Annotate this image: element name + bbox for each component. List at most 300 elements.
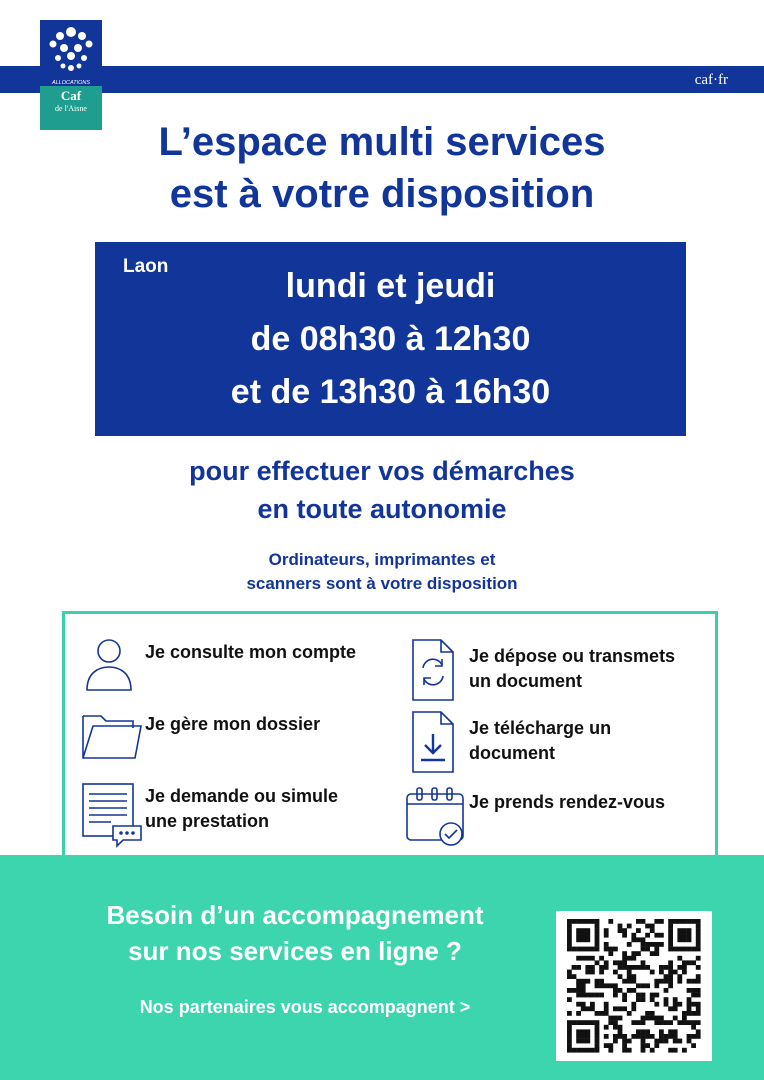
- qr-module: [668, 1020, 673, 1025]
- qr-module: [668, 937, 673, 942]
- qr-module: [618, 960, 623, 965]
- qr-module: [627, 974, 632, 979]
- qr-module: [696, 965, 701, 970]
- qr-code[interactable]: [556, 911, 712, 1061]
- qr-module: [650, 1034, 655, 1039]
- qr-module: [636, 937, 641, 942]
- qr-module: [576, 993, 581, 998]
- qr-module: [668, 1029, 673, 1034]
- qr-module: [595, 933, 600, 938]
- qr-module: [654, 993, 659, 998]
- service-label: Je consulte mon compte: [145, 642, 357, 662]
- devices-note: [0, 548, 764, 596]
- qr-module: [599, 979, 604, 984]
- qr-module: [631, 933, 636, 938]
- qr-module: [641, 1029, 646, 1034]
- qr-module: [613, 1034, 618, 1039]
- qr-module: [687, 1011, 692, 1016]
- qr-module: [645, 1016, 650, 1021]
- qr-module: [585, 928, 590, 933]
- qr-module: [691, 1025, 696, 1030]
- qr-module: [654, 942, 659, 947]
- qr-module: [613, 1006, 618, 1011]
- qr-module: [585, 919, 590, 924]
- qr-module: [590, 919, 595, 924]
- qr-module: [641, 1020, 646, 1025]
- qr-module: [581, 1029, 586, 1034]
- qr-module: [668, 983, 673, 988]
- qr-module: [696, 1002, 701, 1007]
- qr-module: [696, 974, 701, 979]
- devices-line1: Ordinateurs, imprimantes et: [268, 550, 496, 569]
- qr-module: [622, 965, 627, 970]
- qr-module: [641, 1039, 646, 1044]
- qr-module: [682, 933, 687, 938]
- qr-module: [641, 997, 646, 1002]
- form-chat-icon: [79, 778, 145, 838]
- qr-module: [641, 919, 646, 924]
- service-label: Je gère mon dossier: [145, 714, 321, 734]
- qr-module: [622, 979, 627, 984]
- qr-module: [622, 960, 627, 965]
- qr-module: [608, 1048, 613, 1053]
- qr-module: [636, 997, 641, 1002]
- qr-module: [567, 1025, 572, 1030]
- qr-module: [654, 1016, 659, 1021]
- qr-module: [581, 1006, 586, 1011]
- qr-module: [567, 988, 572, 993]
- service-label-line2: une prestation: [145, 811, 270, 831]
- qr-module: [691, 993, 696, 998]
- qr-module: [581, 1039, 586, 1044]
- qr-module: [631, 1002, 636, 1007]
- qr-module: [608, 983, 613, 988]
- qr-module: [636, 965, 641, 970]
- qr-module: [668, 965, 673, 970]
- qr-module: [622, 928, 627, 933]
- qr-module: [567, 919, 572, 924]
- qr-module: [691, 979, 696, 984]
- qr-module: [677, 937, 682, 942]
- qr-module: [627, 988, 632, 993]
- qr-module: [576, 928, 581, 933]
- qr-module: [567, 1020, 572, 1025]
- qr-module: [636, 1034, 641, 1039]
- qr-module: [595, 1029, 600, 1034]
- help-line2: sur nos services en ligne ?: [128, 936, 462, 966]
- qr-module: [673, 997, 678, 1002]
- qr-module: [636, 951, 641, 956]
- qr-module: [668, 947, 673, 952]
- qr-module: [691, 1043, 696, 1048]
- qr-module: [677, 928, 682, 933]
- qr-module: [585, 1029, 590, 1034]
- qr-module: [604, 983, 609, 988]
- qr-module: [595, 983, 600, 988]
- qr-module: [585, 1039, 590, 1044]
- qr-module: [668, 970, 673, 975]
- qr-module: [581, 979, 586, 984]
- service-label: Je télécharge un: [469, 718, 612, 738]
- schedule-afternoon: et de 13h30 à 16h30: [230, 373, 551, 411]
- qr-module: [581, 919, 586, 924]
- service-download-document: [403, 710, 611, 770]
- qr-module: [581, 956, 586, 961]
- qr-module: [604, 947, 609, 952]
- qr-module: [696, 988, 701, 993]
- partners-link[interactable]: Nos partenaires vous accompagnent >: [139, 997, 471, 1017]
- qr-module: [622, 1043, 627, 1048]
- qr-module: [595, 928, 600, 933]
- qr-module: [691, 947, 696, 952]
- qr-module: [599, 1011, 604, 1016]
- qr-module: [641, 993, 646, 998]
- qr-module: [696, 1020, 701, 1025]
- top-banner: [0, 66, 764, 93]
- qr-module: [696, 956, 701, 961]
- qr-module: [696, 1029, 701, 1034]
- title-line1: L’espace multi services: [158, 120, 606, 164]
- qr-module: [691, 1002, 696, 1007]
- qr-module: [608, 1016, 613, 1021]
- document-sync-icon: [403, 638, 469, 698]
- qr-module: [659, 1039, 664, 1044]
- qr-module: [608, 919, 613, 924]
- qr-module: [590, 956, 595, 961]
- qr-module: [677, 956, 682, 961]
- qr-module: [650, 942, 655, 947]
- qr-module: [673, 970, 678, 975]
- service-consult-account: [79, 634, 356, 694]
- qr-module: [627, 1048, 632, 1053]
- qr-module: [668, 1048, 673, 1053]
- qr-module: [691, 988, 696, 993]
- qr-module: [622, 1048, 627, 1053]
- qr-module: [618, 928, 623, 933]
- qr-module: [576, 933, 581, 938]
- user-icon: [79, 634, 145, 694]
- qr-module: [696, 1034, 701, 1039]
- qr-module: [687, 937, 692, 942]
- qr-module: [687, 988, 692, 993]
- qr-module: [595, 1048, 600, 1053]
- qr-module: [654, 919, 659, 924]
- qr-module: [604, 942, 609, 947]
- qr-module: [599, 983, 604, 988]
- qr-module: [654, 1043, 659, 1048]
- qr-module: [590, 1048, 595, 1053]
- qr-module: [627, 979, 632, 984]
- qr-module: [682, 928, 687, 933]
- qr-module: [687, 933, 692, 938]
- qr-module: [572, 1020, 577, 1025]
- qr-module: [650, 993, 655, 998]
- qr-module: [567, 997, 572, 1002]
- help-banner: [0, 855, 764, 1080]
- qr-module: [631, 951, 636, 956]
- qr-module: [659, 933, 664, 938]
- qr-module: [645, 924, 650, 929]
- qr-module: [576, 988, 581, 993]
- qr-module: [641, 947, 646, 952]
- qr-module: [595, 1025, 600, 1030]
- qr-module: [668, 928, 673, 933]
- qr-module: [576, 1002, 581, 1007]
- qr-module: [682, 1016, 687, 1021]
- qr-module: [595, 960, 600, 965]
- qr-module: [599, 970, 604, 975]
- qr-module: [567, 933, 572, 938]
- qr-module: [604, 1011, 609, 1016]
- qr-module: [677, 974, 682, 979]
- qr-module: [618, 1016, 623, 1021]
- qr-module: [673, 1002, 678, 1007]
- qr-module: [696, 993, 701, 998]
- page-title: [0, 116, 764, 220]
- qr-module: [659, 1029, 664, 1034]
- qr-module: [613, 993, 618, 998]
- qr-module: [595, 979, 600, 984]
- service-label-line2: un document: [469, 671, 582, 691]
- qr-module: [650, 997, 655, 1002]
- qr-module: [627, 942, 632, 947]
- qr-module: [631, 1020, 636, 1025]
- qr-module: [585, 1006, 590, 1011]
- qr-module: [668, 979, 673, 984]
- qr-module: [645, 933, 650, 938]
- qr-module: [581, 983, 586, 988]
- qr-module: [645, 942, 650, 947]
- qr-module: [581, 993, 586, 998]
- qr-module: [673, 947, 678, 952]
- qr-module: [636, 919, 641, 924]
- qr-module: [664, 997, 669, 1002]
- qr-module: [673, 1048, 678, 1053]
- qr-module: [576, 919, 581, 924]
- qr-module: [673, 1016, 678, 1021]
- qr-module: [668, 974, 673, 979]
- qr-module: [687, 997, 692, 1002]
- qr-module: [631, 979, 636, 984]
- qr-module: [687, 919, 692, 924]
- qr-module: [664, 1002, 669, 1007]
- qr-module: [585, 947, 590, 952]
- qr-module: [622, 993, 627, 998]
- qr-module: [687, 1034, 692, 1039]
- qr-module: [618, 1029, 623, 1034]
- qr-module: [608, 951, 613, 956]
- qr-module: [691, 1020, 696, 1025]
- qr-module: [590, 1006, 595, 1011]
- logo-name: Caf: [60, 88, 82, 103]
- qr-module: [645, 983, 650, 988]
- qr-module: [576, 979, 581, 984]
- qr-module: [668, 933, 673, 938]
- qr-module: [572, 974, 577, 979]
- qr-module: [659, 965, 664, 970]
- qr-module: [641, 960, 646, 965]
- qr-module: [687, 1039, 692, 1044]
- schedule-morning: de 08h30 à 12h30: [250, 320, 531, 358]
- qr-module: [604, 960, 609, 965]
- qr-module: [696, 924, 701, 929]
- qr-module: [604, 1025, 609, 1030]
- caf-logo: [40, 20, 102, 113]
- qr-module: [599, 965, 604, 970]
- qr-module: [691, 919, 696, 924]
- qr-module: [664, 965, 669, 970]
- qr-module: [572, 965, 577, 970]
- qr-module: [581, 1002, 586, 1007]
- qr-module: [585, 1048, 590, 1053]
- qr-module: [650, 951, 655, 956]
- qr-module: [595, 1034, 600, 1039]
- qr-module: [585, 1020, 590, 1025]
- qr-module: [585, 970, 590, 975]
- qr-module: [687, 979, 692, 984]
- qr-module: [608, 1043, 613, 1048]
- qr-module: [627, 965, 632, 970]
- qr-module: [622, 956, 627, 961]
- qr-module: [613, 983, 618, 988]
- qr-module: [581, 1048, 586, 1053]
- qr-module: [581, 947, 586, 952]
- title-line2: est à votre disposition: [169, 172, 595, 216]
- qr-module: [696, 1011, 701, 1016]
- qr-module: [613, 960, 618, 965]
- qr-module: [664, 979, 669, 984]
- qr-module: [654, 951, 659, 956]
- qr-module: [654, 947, 659, 952]
- qr-module: [613, 1025, 618, 1030]
- family-emblem-icon: [40, 20, 102, 86]
- qr-module: [682, 919, 687, 924]
- qr-module: [677, 965, 682, 970]
- qr-module: [696, 1006, 701, 1011]
- qr-module: [595, 924, 600, 929]
- qr-module: [641, 942, 646, 947]
- qr-module: [659, 919, 664, 924]
- qr-module: [590, 1002, 595, 1007]
- qr-module: [673, 1034, 678, 1039]
- qr-module: [576, 956, 581, 961]
- qr-module: [595, 1020, 600, 1025]
- qr-module: [650, 924, 655, 929]
- qr-module: [608, 947, 613, 952]
- qr-module: [622, 933, 627, 938]
- qr-module: [622, 1034, 627, 1039]
- qr-module: [622, 1039, 627, 1044]
- qr-module: [682, 970, 687, 975]
- qr-module: [595, 942, 600, 947]
- qr-module: [567, 1048, 572, 1053]
- qr-module: [576, 1034, 581, 1039]
- qr-module: [659, 1020, 664, 1025]
- qr-module: [641, 1048, 646, 1053]
- qr-module: [668, 942, 673, 947]
- qr-module: [687, 960, 692, 965]
- qr-module: [696, 933, 701, 938]
- qr-module: [604, 1034, 609, 1039]
- qr-module: [631, 956, 636, 961]
- qr-module: [682, 1011, 687, 1016]
- qr-module: [599, 993, 604, 998]
- qr-module: [567, 1029, 572, 1034]
- service-request-benefit: [79, 778, 338, 838]
- qr-module: [595, 1039, 600, 1044]
- qr-module: [595, 947, 600, 952]
- qr-module: [595, 1011, 600, 1016]
- qr-module: [641, 983, 646, 988]
- qr-module: [581, 937, 586, 942]
- qr-module: [682, 965, 687, 970]
- qr-module: [604, 928, 609, 933]
- qr-module: [618, 965, 623, 970]
- qr-module: [682, 1020, 687, 1025]
- qr-module: [668, 960, 673, 965]
- logo-line1: ALLOCATIONS: [51, 80, 91, 86]
- qr-module: [664, 1034, 669, 1039]
- qr-module: [576, 937, 581, 942]
- service-label: Je prends rendez-vous: [469, 792, 666, 812]
- qr-module: [567, 942, 572, 947]
- qr-module: [691, 960, 696, 965]
- help-title: [60, 897, 530, 969]
- qr-module: [576, 1029, 581, 1034]
- qr-module: [585, 1034, 590, 1039]
- qr-module: [654, 1039, 659, 1044]
- qr-module: [622, 997, 627, 1002]
- qr-module: [664, 988, 669, 993]
- qr-module: [622, 951, 627, 956]
- qr-module: [673, 1039, 678, 1044]
- devices-line2: scanners sont à votre disposition: [246, 574, 518, 593]
- qr-module: [636, 983, 641, 988]
- qr-module: [567, 937, 572, 942]
- qr-module: [627, 1039, 632, 1044]
- qr-module: [673, 1029, 678, 1034]
- qr-module: [585, 965, 590, 970]
- subtitle-line2: en toute autonomie: [257, 494, 507, 524]
- qr-module: [645, 1029, 650, 1034]
- qr-module: [696, 979, 701, 984]
- qr-module: [650, 970, 655, 975]
- qr-module: [677, 1039, 682, 1044]
- qr-module: [585, 933, 590, 938]
- qr-module: [659, 1016, 664, 1021]
- qr-module: [641, 1034, 646, 1039]
- qr-module: [604, 1002, 609, 1007]
- qr-module: [613, 947, 618, 952]
- qr-module: [654, 979, 659, 984]
- schedule-box: [95, 242, 686, 436]
- qr-module: [650, 1048, 655, 1053]
- qr-module: [576, 983, 581, 988]
- qr-module: [572, 919, 577, 924]
- qr-module: [696, 942, 701, 947]
- subtitle-line1: pour effectuer vos démarches: [189, 456, 575, 486]
- qr-module: [650, 928, 655, 933]
- qr-module: [641, 937, 646, 942]
- qr-module: [576, 1020, 581, 1025]
- qr-module: [613, 970, 618, 975]
- qr-module: [618, 924, 623, 929]
- qr-module: [585, 937, 590, 942]
- qr-module: [677, 947, 682, 952]
- qr-module: [585, 993, 590, 998]
- qr-module: [636, 1020, 641, 1025]
- qr-module: [599, 956, 604, 961]
